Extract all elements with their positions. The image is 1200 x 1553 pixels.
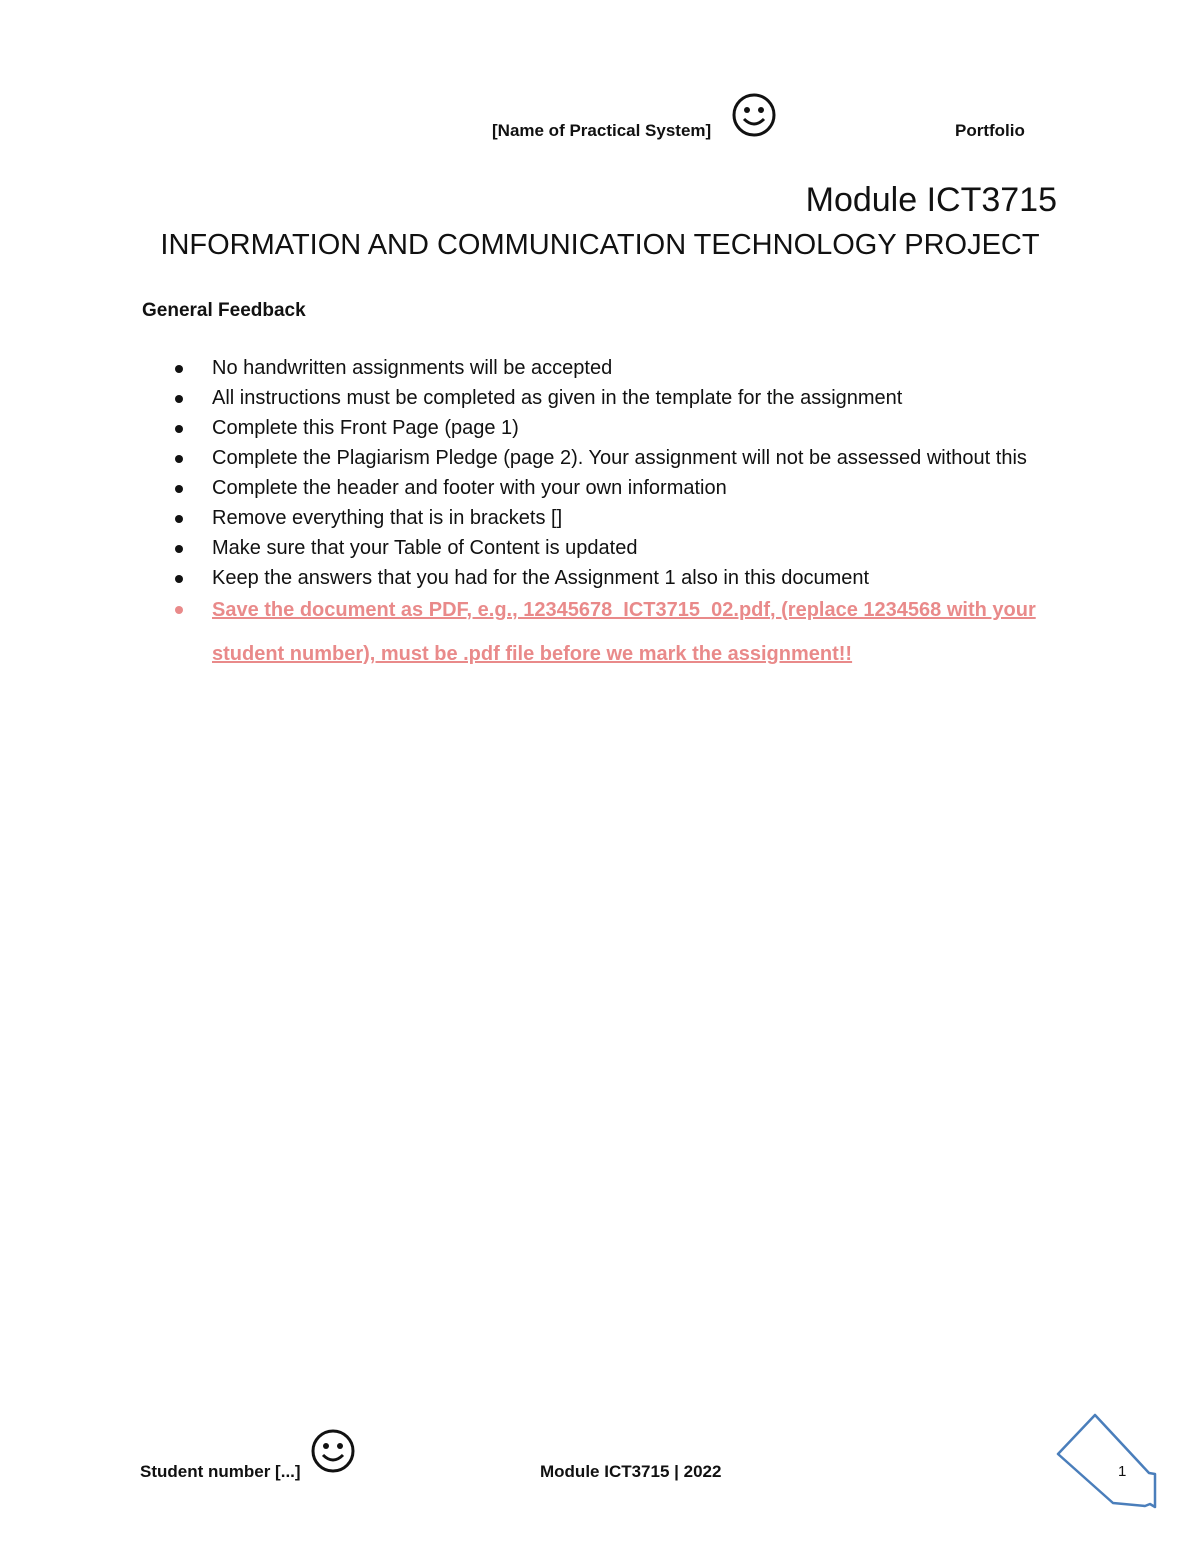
header-system-name: [Name of Practical System] [492,121,712,140]
list-item-text: Keep the answers that you had for the Assignment 1 also in this document [212,567,870,589]
bullet-icon [175,485,183,493]
list-item-text: No handwritten assignments will be accepted [212,357,613,379]
bullet-icon [175,575,183,583]
list-item [0,474,1200,502]
bullet-icon [175,425,183,433]
bullet-icon [175,515,183,523]
page-number: 1 [1118,1463,1127,1480]
module-title: Module ICT3715 [805,181,1057,219]
list-item-text: Remove everything that is in brackets [] [212,507,563,529]
list-item [0,504,1200,532]
project-title: INFORMATION AND COMMUNICATION TECHNOLOGY PROJECT [160,229,1040,261]
bullet-icon [175,455,183,463]
bullet-icon [175,395,183,403]
highlight-item-text: Save the document as PDF, e.g., 12345678_ICT3715_02.pdf, (replace 1234568 with your student number), must be .pdf file before we mark the assignment!! [212,599,1036,665]
list-item [0,444,1200,472]
list-item [0,384,1200,412]
bullet-icon [175,606,183,614]
list-item-text: Complete the header and footer with your own information [212,477,727,499]
list-item-text: Make sure that your Table of Content is updated [212,537,638,559]
smiley-face-icon [310,1428,356,1474]
list-item-text: Complete this Front Page (page 1) [212,417,519,439]
list-item [0,414,1200,442]
smiley-face-icon [731,92,777,138]
page-number-shape-icon [1055,1412,1160,1514]
list-item-text: All instructions must be completed as given in the template for the assignment [212,387,903,409]
feedback-list [0,354,1200,678]
bullet-icon [175,365,183,373]
bullet-icon [175,545,183,553]
list-item-text: Complete the Plagiarism Pledge (page 2). Your assignment will not be assessed without this [212,447,1027,469]
footer-student-number: Student number [...] [140,1462,301,1481]
highlight-list-item [0,588,1200,676]
list-item [0,534,1200,562]
footer-module-year: Module ICT3715 | 2022 [540,1462,722,1481]
general-feedback-heading: General Feedback [142,300,306,321]
list-item [0,354,1200,382]
header-portfolio: Portfolio [955,121,1025,140]
